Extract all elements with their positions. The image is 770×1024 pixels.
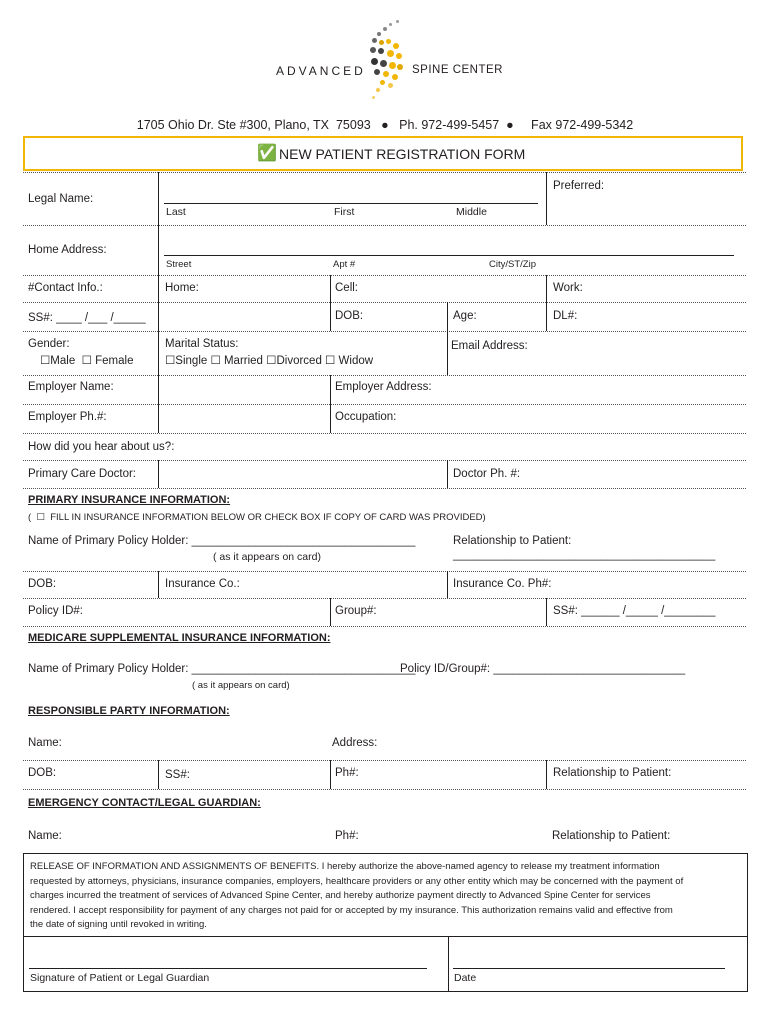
street-label: Street — [166, 259, 192, 270]
responsible-name-label: Name: — [28, 737, 62, 749]
title-box — [23, 136, 743, 171]
age-label: Age: — [453, 310, 477, 322]
email-label: Email Address: — [451, 340, 528, 352]
responsible-address-label: Address: — [332, 737, 378, 749]
doctor-ph-label: Doctor Ph. #: — [453, 468, 521, 480]
employer-ph-label: Employer Ph.#: — [28, 411, 107, 423]
logo-right-word: SPINE CENTER — [412, 64, 503, 76]
insurance-ph-label: Insurance Co. Ph#: — [453, 578, 552, 590]
primary-relationship-line: _________________________________________ — [453, 549, 716, 561]
primary-ss-label: SS#: ______ /_____ /________ — [553, 605, 716, 617]
apt-label: Apt # — [333, 259, 356, 270]
logo — [270, 18, 510, 108]
middle-label: Middle — [456, 206, 487, 218]
work-phone-label: Work: — [553, 282, 583, 294]
gender-label: Gender: — [28, 338, 70, 350]
primary-dob-label: DOB: — [28, 578, 57, 590]
city-label: City/ST/Zip — [489, 259, 536, 270]
home-address-input[interactable] — [164, 238, 736, 256]
hear-about-label: How did you hear about us?: — [28, 441, 175, 453]
legal-name-label: Legal Name: — [28, 193, 94, 205]
release-line: requested by attorneys, physicians, insurance companies, employers, healthcare providers or any other entity which may be concerned with the payment of — [30, 875, 684, 887]
clinic-address-line: 1705 Ohio Dr. Ste #300, Plano, TX 75093 ● Ph. 972-499-5457 ● Fax 972-499-5342 — [136, 118, 634, 132]
primary-relationship-label: Relationship to Patient: — [453, 535, 572, 547]
release-line: charges incurred the treatment of services of Advanced Spine Center, and hereby authorize payment directly to Advanced Spine Center for services — [30, 890, 651, 901]
policy-id-label: Policy ID#: — [28, 605, 83, 617]
release-line: the date of signing until revoked in writing. — [30, 919, 207, 930]
medicare-as-appears: ( as it appears on card) — [192, 680, 290, 691]
emergency-ph-label: Ph#: — [335, 830, 359, 842]
signature-input[interactable] — [30, 950, 434, 968]
preferred-label: Preferred: — [553, 180, 605, 192]
date-label: Date — [454, 972, 477, 984]
gender-options[interactable]: ☐Male ☐ Female — [40, 355, 134, 367]
home-address-label: Home Address: — [28, 244, 107, 256]
check-icon: ✅ — [257, 145, 277, 162]
responsible-dob-label: DOB: — [28, 767, 57, 779]
responsible-ss-label: SS#: — [165, 769, 190, 781]
logo-left-word: ADVANCED — [276, 64, 366, 78]
release-line: rendered. I accept responsibility for payment of any charges not paid for or accepted by my insurance. This authorization remains valid and effective from — [30, 904, 673, 916]
employer-name-label: Employer Name: — [28, 381, 114, 393]
pcp-label: Primary Care Doctor: — [28, 468, 136, 480]
last-label: Last — [166, 206, 186, 218]
home-phone-label: Home: — [165, 282, 199, 294]
group-label: Group#: — [335, 605, 377, 617]
responsible-ph-label: Ph#: — [335, 767, 359, 779]
employer-address-label: Employer Address: — [335, 381, 432, 393]
primary-insurance-note: ( ☐ FILL IN INSURANCE INFORMATION BELOW OR CHECK BOX IF COPY OF CARD WAS PROVIDED) — [28, 512, 486, 523]
dl-label: DL#: — [553, 310, 578, 322]
primary-holder-label: Name of Primary Policy Holder: ___________________________________ — [28, 535, 416, 547]
medicare-heading: MEDICARE SUPPLEMENTAL INSURANCE INFORMATION: — [28, 632, 331, 644]
responsible-relationship-label: Relationship to Patient: — [553, 767, 672, 779]
insurance-co-label: Insurance Co.: — [165, 578, 240, 590]
logo-spiral-icon — [366, 18, 416, 106]
release-text — [30, 860, 742, 933]
emergency-heading: EMERGENCY CONTACT/LEGAL GUARDIAN: — [28, 797, 261, 809]
medicare-holder-label: Name of Primary Policy Holder: ___________________________________ — [28, 663, 416, 675]
marital-options[interactable]: ☐Single ☐ Married ☐Divorced ☐ Widow — [165, 355, 374, 367]
date-input[interactable] — [454, 950, 728, 968]
preferred-input[interactable] — [553, 198, 742, 218]
signature-label: Signature of Patient or Legal Guardian — [30, 972, 210, 984]
release-line: RELEASE OF INFORMATION AND ASSIGNMENTS OF BENEFITS. I hereby authorize the above-named agency to release my treatment information — [30, 861, 660, 872]
emergency-name-label: Name: — [28, 830, 62, 842]
form-title: NEW PATIENT REGISTRATION FORM — [279, 146, 526, 162]
cell-phone-label: Cell: — [335, 282, 359, 294]
primary-as-appears: ( as it appears on card) — [213, 551, 321, 563]
occupation-label: Occupation: — [335, 411, 397, 423]
first-label: First — [334, 206, 355, 218]
dob-label: DOB: — [335, 310, 364, 322]
marital-status-label: Marital Status: — [165, 338, 239, 350]
medicare-policy-group-label: Policy ID/Group#: ______________________________ — [400, 663, 686, 675]
contact-info-label: #Contact Info.: — [28, 282, 103, 294]
primary-insurance-heading: PRIMARY INSURANCE INFORMATION: — [28, 494, 231, 506]
ss-label: SS#: ____ /___ /_____ — [28, 312, 146, 324]
responsible-heading: RESPONSIBLE PARTY INFORMATION: — [28, 705, 230, 717]
emergency-relationship-label: Relationship to Patient: — [552, 830, 671, 842]
release-box — [23, 853, 748, 992]
legal-name-input[interactable] — [164, 185, 540, 203]
